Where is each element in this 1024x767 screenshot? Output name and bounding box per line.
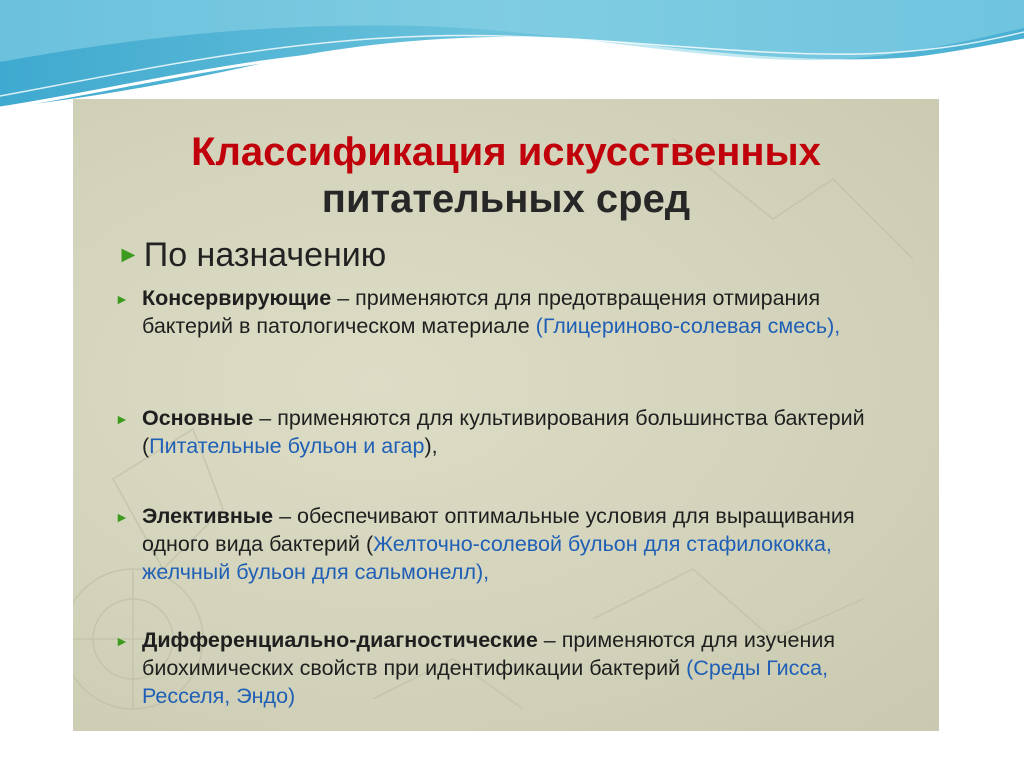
list-item bbox=[115, 284, 905, 340]
item-term: Элективные bbox=[142, 504, 274, 528]
item-description: – обеспечивают оптимальные условия для выращивания одного вида бактерий ( bbox=[142, 504, 855, 556]
item-term: Основные bbox=[142, 406, 254, 430]
list-item bbox=[115, 502, 905, 586]
triangle-bullet-icon: ► bbox=[115, 411, 129, 427]
item-example: (Среды Гисса, Ресселя, Эндо) bbox=[142, 656, 829, 708]
item-term: Консервирующие bbox=[142, 286, 332, 310]
section-heading-text: По назначению bbox=[143, 236, 387, 274]
triangle-bullet-icon: ► bbox=[117, 241, 140, 267]
section-heading bbox=[117, 235, 386, 278]
item-example: (Глицериново-солевая смесь), bbox=[535, 314, 841, 338]
item-description: – применяются для изучения биохимических свойств при идентификации бактерий bbox=[142, 628, 835, 680]
item-tail: ), bbox=[424, 434, 438, 458]
title-line-1: Классификация искусственных bbox=[191, 130, 821, 174]
item-example: Питательные бульон и агар bbox=[149, 434, 425, 458]
content-panel bbox=[73, 99, 939, 731]
list-item bbox=[115, 404, 905, 460]
item-description: – применяются для предотвращения отмирания бактерий в патологическом материале bbox=[142, 286, 821, 338]
title-line-2: питательных сред bbox=[321, 177, 691, 221]
triangle-bullet-icon: ► bbox=[115, 633, 129, 649]
item-term: Дифференциально-диагностические bbox=[142, 628, 538, 652]
item-example: Желточно-солевой бульон для стафилококка, желчный бульон для сальмонелл), bbox=[142, 532, 832, 584]
triangle-bullet-icon: ► bbox=[115, 291, 129, 307]
slide-title bbox=[73, 129, 939, 223]
list-item bbox=[115, 626, 905, 710]
triangle-bullet-icon: ► bbox=[115, 509, 129, 525]
item-description: – применяются для культивирования большинства бактерий ( bbox=[142, 406, 865, 458]
